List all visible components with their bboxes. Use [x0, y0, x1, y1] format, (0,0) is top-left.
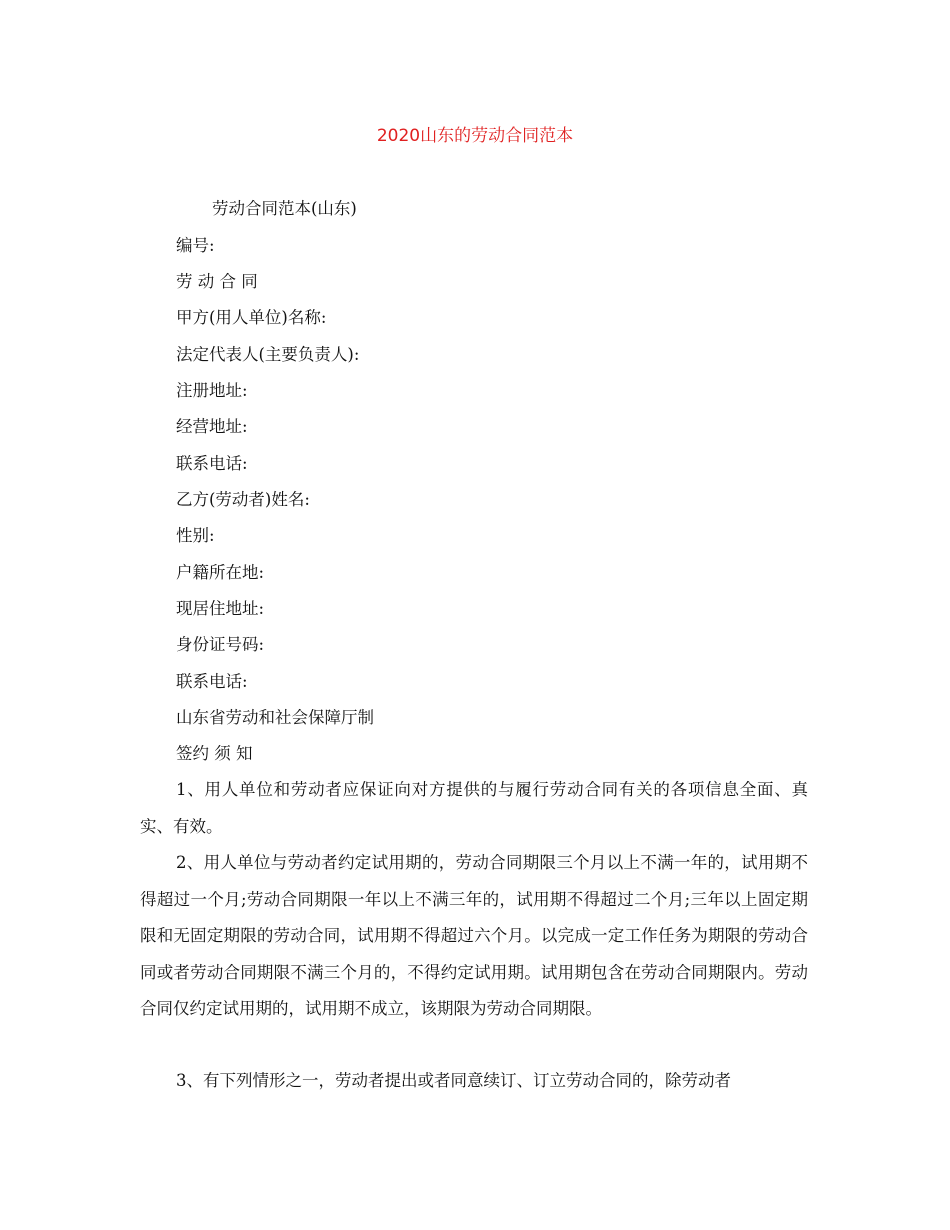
field-serial-number: 编号:: [176, 236, 215, 255]
paragraph-3: 3、有下列情形之一，劳动者提出或者同意续订、订立劳动合同的，除劳动者: [176, 1071, 731, 1090]
field-legal-representative: 法定代表人(主要负责人):: [176, 345, 360, 364]
field-gender: 性别:: [176, 526, 215, 545]
paragraph-2: 2、用人单位与劳动者约定试用期的，劳动合同期限三个月以上不满一年的，试用期不得超过一个月;劳动合同期限一年以上不满三年的，试用期不得超过二个月;三年以上固定期限和无固定期限的劳动合同，试用期不得超过六个月。以完成一定工作任务为期限的劳动合同或者劳动合同期限不满三个月的，不得约定试用期。试用期包含在劳动合同期限内。劳动合同仅约定试用期的，试用期不成立，该期限为劳动合同期限。: [140, 853, 808, 1018]
field-employer-name: 甲方(用人单位)名称:: [176, 308, 327, 327]
field-current-address: 现居住地址:: [176, 599, 265, 618]
field-contract-heading: 劳 动 合 同: [176, 272, 258, 291]
document-title: 2020山东的劳动合同范本: [376, 126, 574, 146]
field-registered-address: 注册地址:: [176, 381, 248, 400]
field-business-address: 经营地址:: [176, 417, 248, 436]
field-id-number: 身份证号码:: [176, 635, 265, 654]
field-issuer: 山东省劳动和社会保障厅制: [176, 708, 374, 727]
field-signing-notice-heading: 签约 须 知: [176, 744, 253, 763]
document-subtitle: 劳动合同范本(山东): [212, 199, 357, 218]
field-employer-phone: 联系电话:: [176, 454, 248, 473]
field-employee-phone: 联系电话:: [176, 672, 248, 691]
field-employee-name: 乙方(劳动者)姓名:: [176, 490, 310, 509]
paragraph-1: 1、用人单位和劳动者应保证向对方提供的与履行劳动合同有关的各项信息全面、真实、有效。: [140, 780, 808, 836]
field-household-registration: 户籍所在地:: [176, 563, 265, 582]
